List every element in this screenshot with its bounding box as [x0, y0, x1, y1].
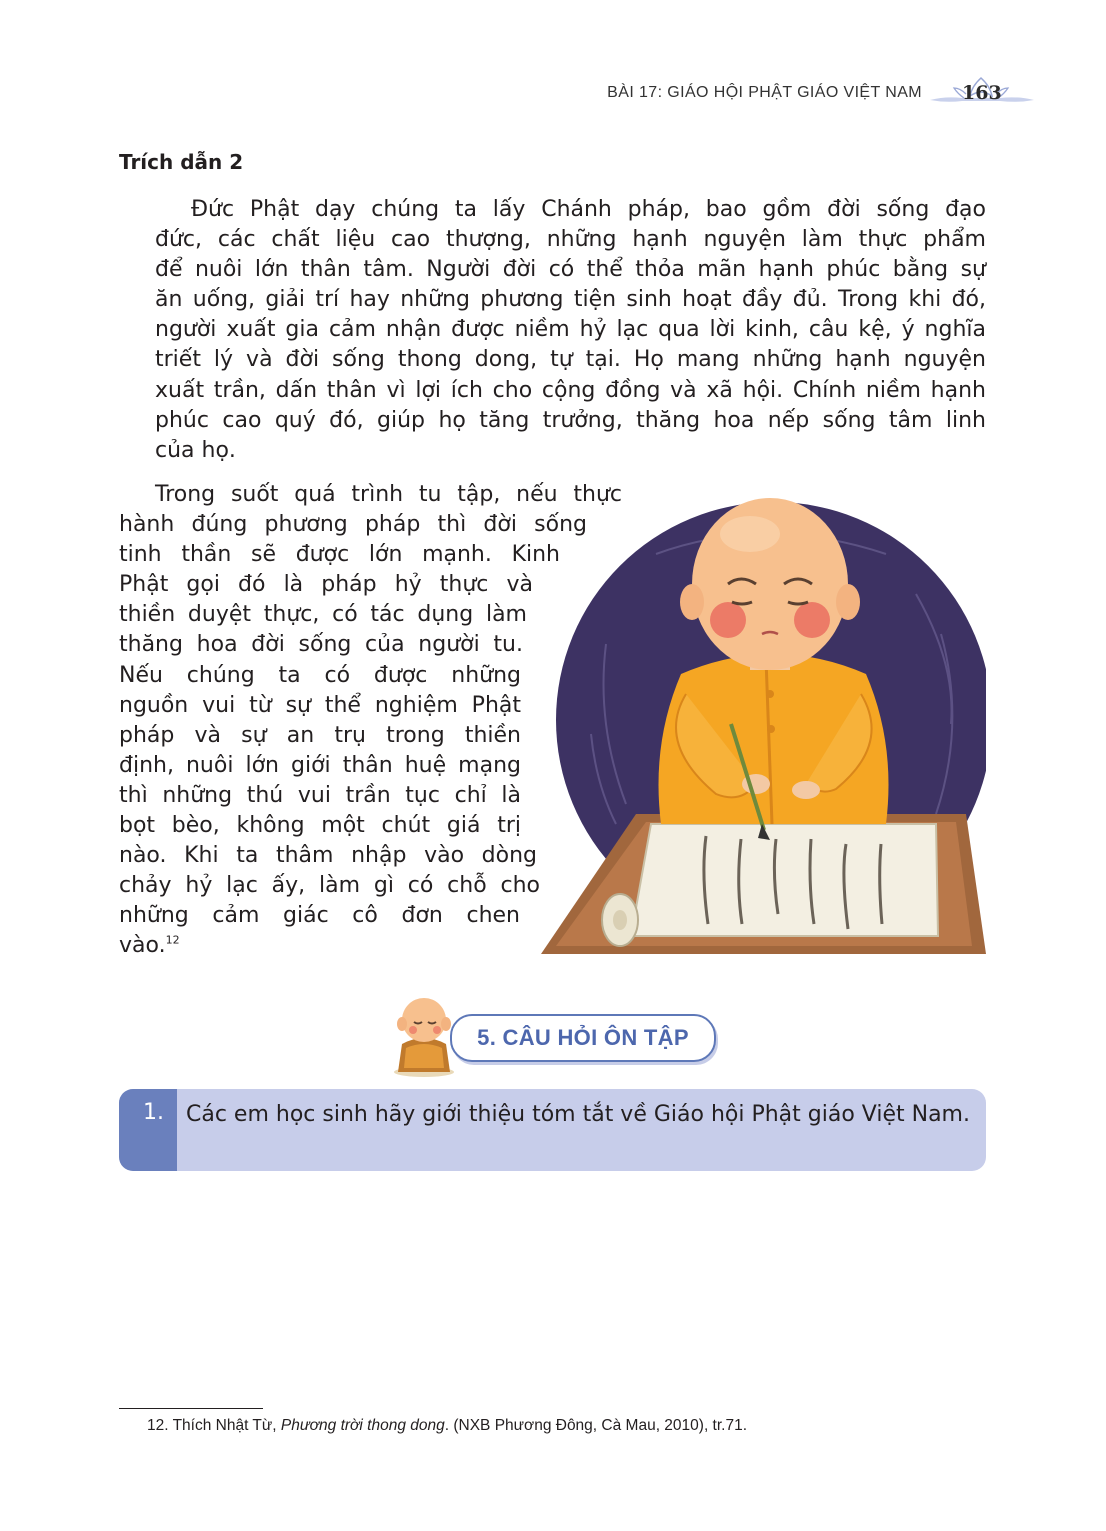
text-line: hành đúng phương pháp thì đời sống: [119, 512, 587, 538]
scroll-paper: [631, 824, 938, 936]
question-text: Các em học sinh hãy giới thiệu tóm tắt về Giáo hội Phật giáo Việt Nam.: [186, 1102, 970, 1127]
little-monk-icon: [388, 992, 468, 1078]
text-line: bọt bèo, không một chút giá trị: [119, 813, 521, 839]
page-number-ornament: [926, 76, 1036, 110]
review-title-pill: [450, 1014, 716, 1062]
footnote-book-title: Phương trời thong dong: [280, 1417, 445, 1434]
text-line: xuất trần, dấn thân vì lợi ích cho cộng đồng và xã hội. Chính niềm hạnh: [155, 377, 986, 403]
text-line: thì những thú vui trần tục chỉ là: [119, 782, 521, 808]
text-line: triết lý và đời sống thong dong, tự tại. Họ mang những hạnh nguyện: [155, 347, 986, 373]
footnote: [147, 1417, 747, 1435]
text-line: của họ.: [155, 437, 236, 463]
text-line: nguồn vui từ sự thể nghiệm Phật: [119, 692, 521, 718]
text-line: ăn uống, giải trí hay những phương tiện sinh hoạt đầy đủ. Trong khi đó,: [155, 287, 986, 313]
text-line: Trong suốt quá trình tu tập, nếu thực: [155, 482, 622, 507]
section-heading: Trích dẫn 2: [119, 150, 244, 174]
question-number-tab: [119, 1089, 177, 1171]
footnote-divider: [119, 1408, 263, 1409]
text-line: thăng hoa đời sống của người tu.: [119, 632, 523, 658]
text-line: những cảm giác cô đơn chen: [119, 903, 520, 929]
monk-writing-illustration: [536, 484, 986, 974]
footnote-suffix: . (NXB Phương Đông, Cà Mau, 2010), tr.71.: [444, 1417, 748, 1434]
text-line: tinh thần sẽ được lớn mạnh. Kinh: [119, 542, 560, 568]
text-line: nào. Khi ta thâm nhập vào dòng: [119, 843, 537, 869]
text-line: Nếu chúng ta có được những: [119, 662, 521, 688]
text-line: thiền duyệt thực, có tác dụng làm: [119, 602, 527, 628]
footnote-prefix: 12. Thích Nhật Từ,: [147, 1417, 281, 1434]
page-number: 163: [962, 82, 1002, 104]
text-line: Đức Phật dạy chúng ta lấy Chánh pháp, bao gồm đời sống đạo: [191, 197, 986, 222]
text-line: đức, các chất liệu cao thượng, những hạnh nguyện làm thực phẩm: [155, 227, 986, 253]
chapter-title: BÀI 17: GIÁO HỘI PHẬT GIÁO VIỆT NAM: [607, 84, 922, 101]
text-line: pháp và sự an trụ trong thiền: [119, 722, 521, 748]
text-line: chảy hỷ lạc ấy, làm gì có chỗ cho: [119, 873, 540, 899]
question-number: 1.: [143, 1100, 164, 1125]
text-line: người xuất gia cảm nhận được niềm hỷ lạc qua lời kinh, câu kệ, ý nghĩa: [155, 317, 986, 343]
question-item: [119, 1089, 986, 1171]
page-header: [607, 76, 1036, 110]
review-section-header: [388, 992, 728, 1078]
text-line: Phật gọi đó là pháp hỷ thực và: [119, 572, 533, 598]
review-title: 5. CÂU HỎI ÔN TẬP: [477, 1025, 689, 1050]
text-line: phúc cao quý đó, giúp họ tăng trưởng, thăng hoa nếp sống tâm linh: [155, 407, 986, 433]
last-line-text: vào.: [119, 933, 166, 959]
footnote-reference: 12: [165, 934, 180, 948]
quote-paragraph-1: [119, 195, 986, 466]
text-line: định, nuôi lớn giới thân huệ mạng: [119, 752, 521, 778]
text-line: để nuôi lớn thân tâm. Người đời có thể thỏa mãn hạnh phúc bằng sự: [155, 257, 986, 283]
